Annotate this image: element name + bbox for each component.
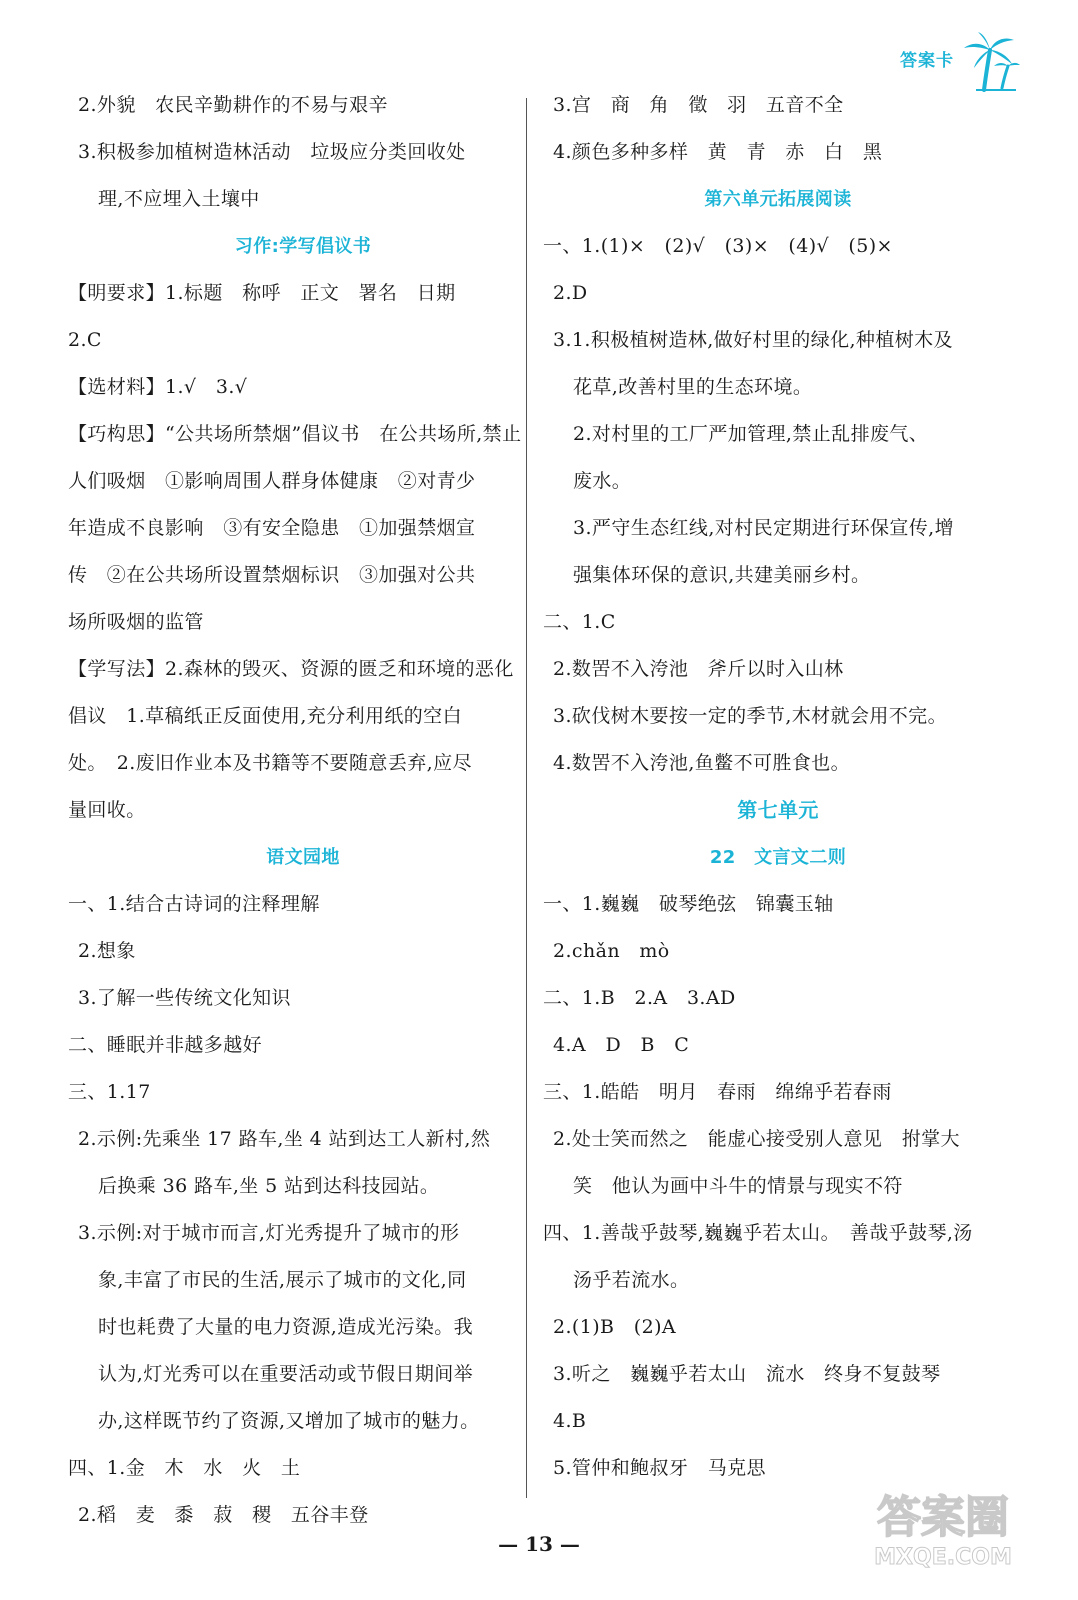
watermark-logo xyxy=(848,1480,1038,1570)
watermark-text: 答案圈 xyxy=(877,1492,1009,1543)
watermark-url: MXQE.COM xyxy=(874,1545,1012,1570)
answer-line: 4.颜色多种多样 黄 青 赤 白 黑 xyxy=(553,141,883,163)
section-heading: 习作:学写倡议书 xyxy=(234,236,372,257)
answer-line: 2.(1)B (2)A xyxy=(553,1316,677,1338)
answer-line: 年造成不良影响 ③有安全隐患 ①加强禁烟宣 xyxy=(68,517,476,539)
answer-line: 处。 2.废旧作业本及书籍等不要随意丢弃,应尽 xyxy=(68,752,472,774)
answer-line: 一、1.结合古诗词的注释理解 xyxy=(68,893,320,915)
header-title: 答案卡 xyxy=(900,51,954,71)
answer-line: 【选材料】1.√ 3.√ xyxy=(68,376,248,398)
answer-line: 后换乘 36 路车,坐 5 站到达科技园站。 xyxy=(98,1175,440,1197)
section-heading: 第七单元 xyxy=(737,798,819,822)
answer-line: 废水。 xyxy=(573,470,632,492)
page-number: — 13 — xyxy=(498,1532,580,1556)
answer-line: 汤乎若流水。 xyxy=(573,1269,690,1291)
answer-line: 时也耗费了大量的电力资源,造成光污染。我 xyxy=(98,1316,474,1338)
section-heading: 语文园地 xyxy=(266,847,340,868)
left-column xyxy=(68,82,538,1539)
answer-line: 3.示例:对于城市而言,灯光秀提升了城市的形 xyxy=(78,1222,460,1244)
answer-line: 5.管仲和鲍叔牙 马克思 xyxy=(553,1457,766,1479)
answer-line: 2.数罟不入洿池 斧斤以时入山林 xyxy=(553,658,844,680)
answer-line: 3.宫 商 角 徵 羽 五音不全 xyxy=(553,94,844,116)
answer-line: 场所吸烟的监管 xyxy=(68,611,204,633)
answer-line: 【明要求】1.标题 称呼 正文 署名 日期 xyxy=(68,282,456,304)
answer-line: 二、1.B 2.A 3.AD xyxy=(543,987,736,1009)
answer-line: 强集体环保的意识,共建美丽乡村。 xyxy=(573,564,871,586)
section-heading: 22 文言文二则 xyxy=(709,847,847,868)
answer-line: 笑 他认为画中斗牛的情景与现实不符 xyxy=(573,1175,903,1197)
answer-line: 理,不应埋入土壤中 xyxy=(98,188,260,210)
answer-line: 量回收。 xyxy=(68,799,146,821)
answer-line: 人们吸烟 ①影响周围人群身体健康 ②对青少 xyxy=(68,470,476,492)
section-heading: 第六单元拓展阅读 xyxy=(704,189,852,210)
answer-line: 四、1.善哉乎鼓琴,巍巍乎若太山。 善哉乎鼓琴,汤 xyxy=(543,1222,973,1244)
right-column xyxy=(543,82,1013,1492)
answer-line: 4.A D B C xyxy=(553,1034,690,1056)
answer-line: 2.C xyxy=(68,329,102,351)
answer-line: 认为,灯光秀可以在重要活动或节假日期间举 xyxy=(98,1363,474,1385)
answer-line: 倡议 1.草稿纸正反面使用,充分利用纸的空白 xyxy=(68,705,462,727)
answer-line: 2.想象 xyxy=(78,940,136,962)
answer-line: 四、1.金 木 水 火 土 xyxy=(68,1457,301,1479)
answer-line: 三、1.皓皓 明月 春雨 绵绵乎若春雨 xyxy=(543,1081,892,1103)
answer-line: 3.砍伐树木要按一定的季节,木材就会用不完。 xyxy=(553,705,947,727)
answer-line: 2.处士笑而然之 能虚心接受别人意见 拊掌大 xyxy=(553,1128,960,1150)
answer-line: 2.对村里的工厂严加管理,禁止乱排废气、 xyxy=(573,423,929,445)
answer-line: 3.积极参加植树造林活动 垃圾应分类回收处 xyxy=(78,141,466,163)
answer-line: 一、1.巍巍 破琴绝弦 锦囊玉轴 xyxy=(543,893,834,915)
answer-line: 象,丰富了市民的生活,展示了城市的文化,同 xyxy=(98,1269,467,1291)
answer-line: 2.稻 麦 黍 菽 稷 五谷丰登 xyxy=(78,1504,369,1526)
answer-line: 2.D xyxy=(553,282,588,304)
answer-line: 【巧构思】“公共场所禁烟”倡议书 在公共场所,禁止 xyxy=(68,423,522,445)
answer-line: 【学写法】2.森林的毁灭、资源的匮乏和环境的恶化 xyxy=(68,658,514,680)
answer-line: 3.了解一些传统文化知识 xyxy=(78,987,291,1009)
answer-line: 2.外貌 农民辛勤耕作的不易与艰辛 xyxy=(78,94,388,116)
answer-line: 一、1.(1)× (2)√ (3)× (4)√ (5)× xyxy=(543,235,893,257)
answer-line: 4.B xyxy=(553,1410,587,1432)
answer-line: 三、1.17 xyxy=(68,1081,151,1103)
answer-line: 2.示例:先乘坐 17 路车,坐 4 站到达工人新村,然 xyxy=(78,1128,491,1150)
answer-line: 3.听之 巍巍乎若太山 流水 终身不复鼓琴 xyxy=(553,1363,941,1385)
answer-line: 4.数罟不入洿池,鱼鳖不可胜食也。 xyxy=(553,752,850,774)
answer-line: 传 ②在公共场所设置禁烟标识 ③加强对公共 xyxy=(68,564,476,586)
answer-line: 花草,改善村里的生态环境。 xyxy=(573,376,813,398)
answer-line: 3.严守生态红线,对村民定期进行环保宣传,增 xyxy=(573,517,955,539)
page-header xyxy=(820,30,1020,90)
answer-line: 二、睡眠并非越多越好 xyxy=(68,1034,263,1056)
answer-line: 2.chǎn mò xyxy=(553,940,670,962)
answer-line: 二、1.C xyxy=(543,611,616,633)
answer-line: 办,这样既节约了资源,又增加了城市的魅力。 xyxy=(98,1410,480,1432)
answer-line: 3.1.积极植树造林,做好村里的绿化,种植树木及 xyxy=(553,329,953,351)
